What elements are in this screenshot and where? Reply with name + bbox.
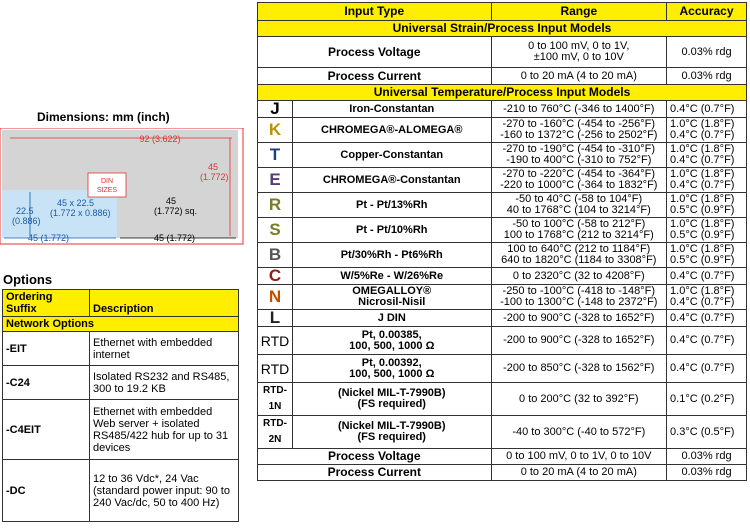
temperature-section-label: Universal Temperature/Process Input Models: [258, 85, 747, 101]
type-line: CHROMEGA®-Constantan: [322, 173, 461, 186]
thermocouple-code: R: [258, 193, 293, 218]
type-line: Nicrosil-Nisil: [358, 296, 426, 308]
range-line: -50 to 40°C (-58 to 104°F): [515, 193, 643, 205]
type-line: Pt - Pt/10%Rh: [355, 223, 428, 236]
type-line: Pt/30%Rh - Pt6%Rh: [340, 248, 443, 261]
input-types-table: [257, 2, 747, 481]
range-cell: -40 to 300°C (-40 to 572°F): [491, 416, 667, 449]
width-label: 92 (3.622): [139, 134, 181, 144]
table-row: [258, 285, 747, 310]
table-row: [3, 366, 239, 400]
input-type: Process Voltage: [258, 37, 492, 68]
table-row: [258, 143, 747, 168]
range-cell: 0 to 200°C (32 to 392°F): [491, 383, 667, 416]
range-cell: [491, 285, 667, 310]
range-line: -270 to -190°C (-454 to -310°F): [502, 143, 656, 155]
table-row: [258, 383, 747, 416]
option-description: 12 to 36 Vdc*, 24 Vac (standard power input: 90 to 240 Vac/dc, 50 to 400 Hz): [90, 460, 239, 522]
range-line: -270 to -160°C (-454 to -256°F): [502, 118, 656, 130]
range-cell: [491, 193, 667, 218]
accuracy-line: 0.4°C (0.7°F): [670, 154, 735, 166]
bottom-right-label: 45 (1.772): [154, 233, 196, 243]
thermocouple-code: E: [258, 168, 293, 193]
option-code: -DC: [3, 460, 90, 522]
range-line: 100 to 1768°C (212 to 3214°F): [503, 229, 654, 241]
small-size-inch: (1.772 x 0.886): [50, 208, 111, 218]
range-cell: [491, 37, 667, 68]
thermocouple-code: C: [258, 268, 293, 285]
temperature-section-row: [258, 85, 747, 101]
type-line: CHROMEGA®-ALOMEGA®: [321, 123, 463, 136]
accuracy-cell: [667, 118, 747, 143]
option-code: -C4EIT: [3, 400, 90, 460]
table-row: [258, 355, 747, 383]
range-cell: 0 to 20 mA (4 to 20 mA): [491, 465, 667, 481]
accuracy-cell: 0.03% rdg: [667, 68, 747, 85]
input-type: [292, 143, 491, 168]
rtd-code: RTD: [258, 327, 293, 355]
type-line: W/5%Re - W/26%Re: [340, 269, 444, 282]
range-cell: [491, 143, 667, 168]
accuracy-cell: [667, 101, 747, 118]
accuracy-cell: [667, 218, 747, 243]
table-row: [258, 416, 747, 449]
table-row: [3, 460, 239, 522]
input-type: [292, 218, 491, 243]
thermocouple-code: N: [258, 285, 293, 310]
ordering-suffix-header: Ordering Suffix: [3, 290, 90, 317]
table-row: [258, 327, 747, 355]
option-description: Ethernet with embedded Web server + isolated RS485/422 hub for up to 31 devices: [90, 400, 239, 460]
range-cell: [491, 168, 667, 193]
accuracy-line: 0.4°C (0.7°F): [670, 129, 735, 141]
rtd-rows: [258, 327, 747, 449]
range-cell: 0 to 100 mV, 0 to 1V, 0 to 10V: [491, 449, 667, 465]
table-row: [258, 268, 747, 285]
range-cell: [491, 310, 667, 327]
thermocouple-code: K: [258, 118, 293, 143]
table-row: [258, 68, 747, 85]
accuracy-line: 0.4°C (0.7°F): [670, 311, 735, 324]
range-cell: -200 to 850°C (-328 to 1562°F): [491, 355, 667, 383]
input-type: [292, 285, 491, 310]
options-header-row: [3, 290, 239, 317]
table-row: [258, 168, 747, 193]
din-label: DIN: [100, 178, 114, 185]
accuracy-cell: 0.4°C (0.7°F): [667, 355, 747, 383]
accuracy-line: 1.0°C (1.8°F): [670, 218, 735, 230]
range-cell: -200 to 900°C (-328 to 1652°F): [491, 327, 667, 355]
type-line: (FS required): [357, 431, 426, 443]
input-type: [292, 310, 491, 327]
input-type: Process Current: [258, 465, 492, 481]
option-code: -EIT: [3, 332, 90, 366]
type-line: Pt, 0.00392,: [361, 356, 422, 369]
process-rows: [258, 449, 747, 481]
accuracy-cell: [667, 168, 747, 193]
accuracy-line: 1.0°C (1.8°F): [670, 168, 735, 180]
range-cell: [491, 218, 667, 243]
table-row: [258, 243, 747, 268]
range-line: 40 to 1768°C (104 to 3214°F): [506, 204, 651, 216]
options-table: [2, 289, 239, 522]
accuracy-line: 1.0°C (1.8°F): [670, 243, 735, 255]
range-line: -100 to 1300°C (-148 to 2372°F): [500, 296, 658, 308]
input-type: [292, 327, 491, 355]
strain-section-label: Universal Strain/Process Input Models: [258, 21, 747, 37]
accuracy-cell: 0.1°C (0.2°F): [667, 383, 747, 416]
type-line: (FS required): [357, 398, 426, 410]
input-type: [292, 118, 491, 143]
right-height-label: 45: [208, 162, 219, 172]
thermocouple-code: B: [258, 243, 293, 268]
right-height-inch: (1.772): [200, 172, 229, 182]
rtd-code: RTD: [258, 355, 293, 383]
type-line: OMEGALLOY®: [352, 285, 432, 297]
accuracy-cell: 0.4°C (0.7°F): [667, 327, 747, 355]
table-row: [3, 332, 239, 366]
input-type: Process Current: [258, 68, 492, 85]
rtd-code: RTD-2N: [258, 416, 293, 449]
table-header-row: [258, 3, 747, 21]
accuracy-line: 0.4°C (0.7°F): [670, 269, 735, 282]
range-line: -250 to -100°C (-418 to -148°F): [502, 285, 656, 297]
accuracy-cell: 0.3°C (0.5°F): [667, 416, 747, 449]
range-line: -220 to 1000°C (-364 to 1832°F): [500, 179, 658, 191]
rtd-code: RTD-1N: [258, 383, 293, 416]
table-row: [258, 37, 747, 68]
range-cell: [491, 101, 667, 118]
accuracy-cell: [667, 243, 747, 268]
sizes-label: SIZES: [96, 187, 118, 194]
mid-size-label: 45: [166, 196, 177, 206]
accuracy-cell: [667, 193, 747, 218]
accuracy-line: 1.0°C (1.8°F): [670, 285, 735, 297]
network-options-row: [3, 317, 239, 332]
option-description: Ethernet with embedded internet: [90, 332, 239, 366]
table-row: [3, 400, 239, 460]
accuracy-cell: 0.03% rdg: [667, 37, 747, 68]
range-line: -190 to 400°C (-310 to 752°F): [506, 154, 652, 166]
type-line: 100, 500, 1000 Ω: [349, 367, 435, 380]
range-line: -160 to 1372°C (-256 to 2502°F): [500, 129, 658, 141]
type-line: Pt, 0.00385,: [361, 328, 422, 341]
small-size-label: 45 x 22.5: [57, 198, 95, 208]
option-description: Isolated RS232 and RS485, 300 to 19.2 KB: [90, 366, 239, 400]
range-line: 100 to 640°C (212 to 1184°F): [507, 243, 651, 255]
range-line: -210 to 760°C (-346 to 1400°F): [503, 102, 655, 115]
table-row: [258, 118, 747, 143]
table-row: [258, 218, 747, 243]
thermocouple-code: S: [258, 218, 293, 243]
thermocouple-code: L: [258, 310, 293, 327]
accuracy-cell: [667, 143, 747, 168]
table-row: [258, 193, 747, 218]
accuracy-cell: [667, 310, 747, 327]
range-cell: 0 to 20 mA (4 to 20 mA): [491, 68, 667, 85]
strain-section-row: [258, 21, 747, 37]
table-row: [258, 101, 747, 118]
accuracy-cell: 0.03% rdg: [667, 449, 747, 465]
accuracy-cell: [667, 285, 747, 310]
bottom-left-label: 45 (1.772): [28, 233, 70, 243]
input-type: Process Voltage: [258, 449, 492, 465]
network-options-label: Network Options: [3, 317, 239, 332]
input-type: [292, 193, 491, 218]
type-line: J DIN: [377, 311, 406, 324]
range-cell: [491, 268, 667, 285]
input-type: [292, 416, 491, 449]
accuracy-line: 0.4°C (0.7°F): [670, 102, 735, 115]
range-line: -200 to 900°C (-328 to 1652°F): [503, 311, 655, 324]
range-line: 0 to 100 mV, 0 to 1V,: [528, 40, 630, 52]
range-cell: [491, 243, 667, 268]
input-type: [292, 243, 491, 268]
dimensions-title: Dimensions: mm (inch): [37, 110, 170, 124]
table-row: [258, 465, 747, 481]
options-title: Options: [3, 272, 53, 287]
input-type: [292, 168, 491, 193]
dimensions-diagram: [0, 128, 245, 246]
accuracy-line: 0.5°C (0.9°F): [670, 254, 735, 266]
table-row: [258, 310, 747, 327]
type-line: (Nickel MIL-T-7990B): [337, 420, 446, 432]
input-type: [292, 383, 491, 416]
table-row: [258, 449, 747, 465]
mid-size-inch: (1.772) sq.: [154, 206, 198, 216]
accuracy-line: 1.0°C (1.8°F): [670, 193, 735, 205]
range-line: ±100 mV, 0 to 10V: [533, 51, 624, 63]
thermocouple-code: J: [258, 101, 293, 118]
accuracy-line: 0.5°C (0.9°F): [670, 204, 735, 216]
range-line: 640 to 1820°C (1184 to 3308°F): [501, 254, 657, 266]
accuracy-line: 1.0°C (1.8°F): [670, 118, 735, 130]
input-type-header: Input Type: [258, 3, 492, 21]
accuracy-line: 1.0°C (1.8°F): [670, 143, 735, 155]
input-type: [292, 268, 491, 285]
range-line: 0 to 2320°C (32 to 4208°F): [512, 269, 645, 282]
type-line: (Nickel MIL-T-7990B): [337, 387, 446, 399]
range-cell: [491, 118, 667, 143]
accuracy-header: Accuracy: [667, 3, 747, 21]
thermocouple-code: T: [258, 143, 293, 168]
type-line: Iron-Constantan: [349, 102, 435, 115]
type-line: Copper-Constantan: [340, 148, 444, 161]
left-height-inch: (0.886): [12, 216, 41, 226]
range-line: -270 to -220°C (-454 to -364°F): [502, 168, 656, 180]
thermocouple-rows: [258, 101, 747, 327]
accuracy-line: 0.4°C (0.7°F): [670, 179, 735, 191]
description-header: Description: [90, 290, 239, 317]
option-code: -C24: [3, 366, 90, 400]
type-line: 100, 500, 1000 Ω: [349, 339, 435, 352]
accuracy-line: 0.5°C (0.9°F): [670, 229, 735, 241]
input-type: [292, 355, 491, 383]
accuracy-cell: [667, 268, 747, 285]
range-line: -50 to 100°C (-58 to 212°F): [512, 218, 646, 230]
accuracy-cell: 0.03% rdg: [667, 465, 747, 481]
range-header: Range: [491, 3, 667, 21]
accuracy-line: 0.4°C (0.7°F): [670, 296, 735, 308]
type-line: Pt - Pt/13%Rh: [355, 198, 428, 211]
left-height-label: 22.5: [16, 206, 34, 216]
input-type: [292, 101, 491, 118]
